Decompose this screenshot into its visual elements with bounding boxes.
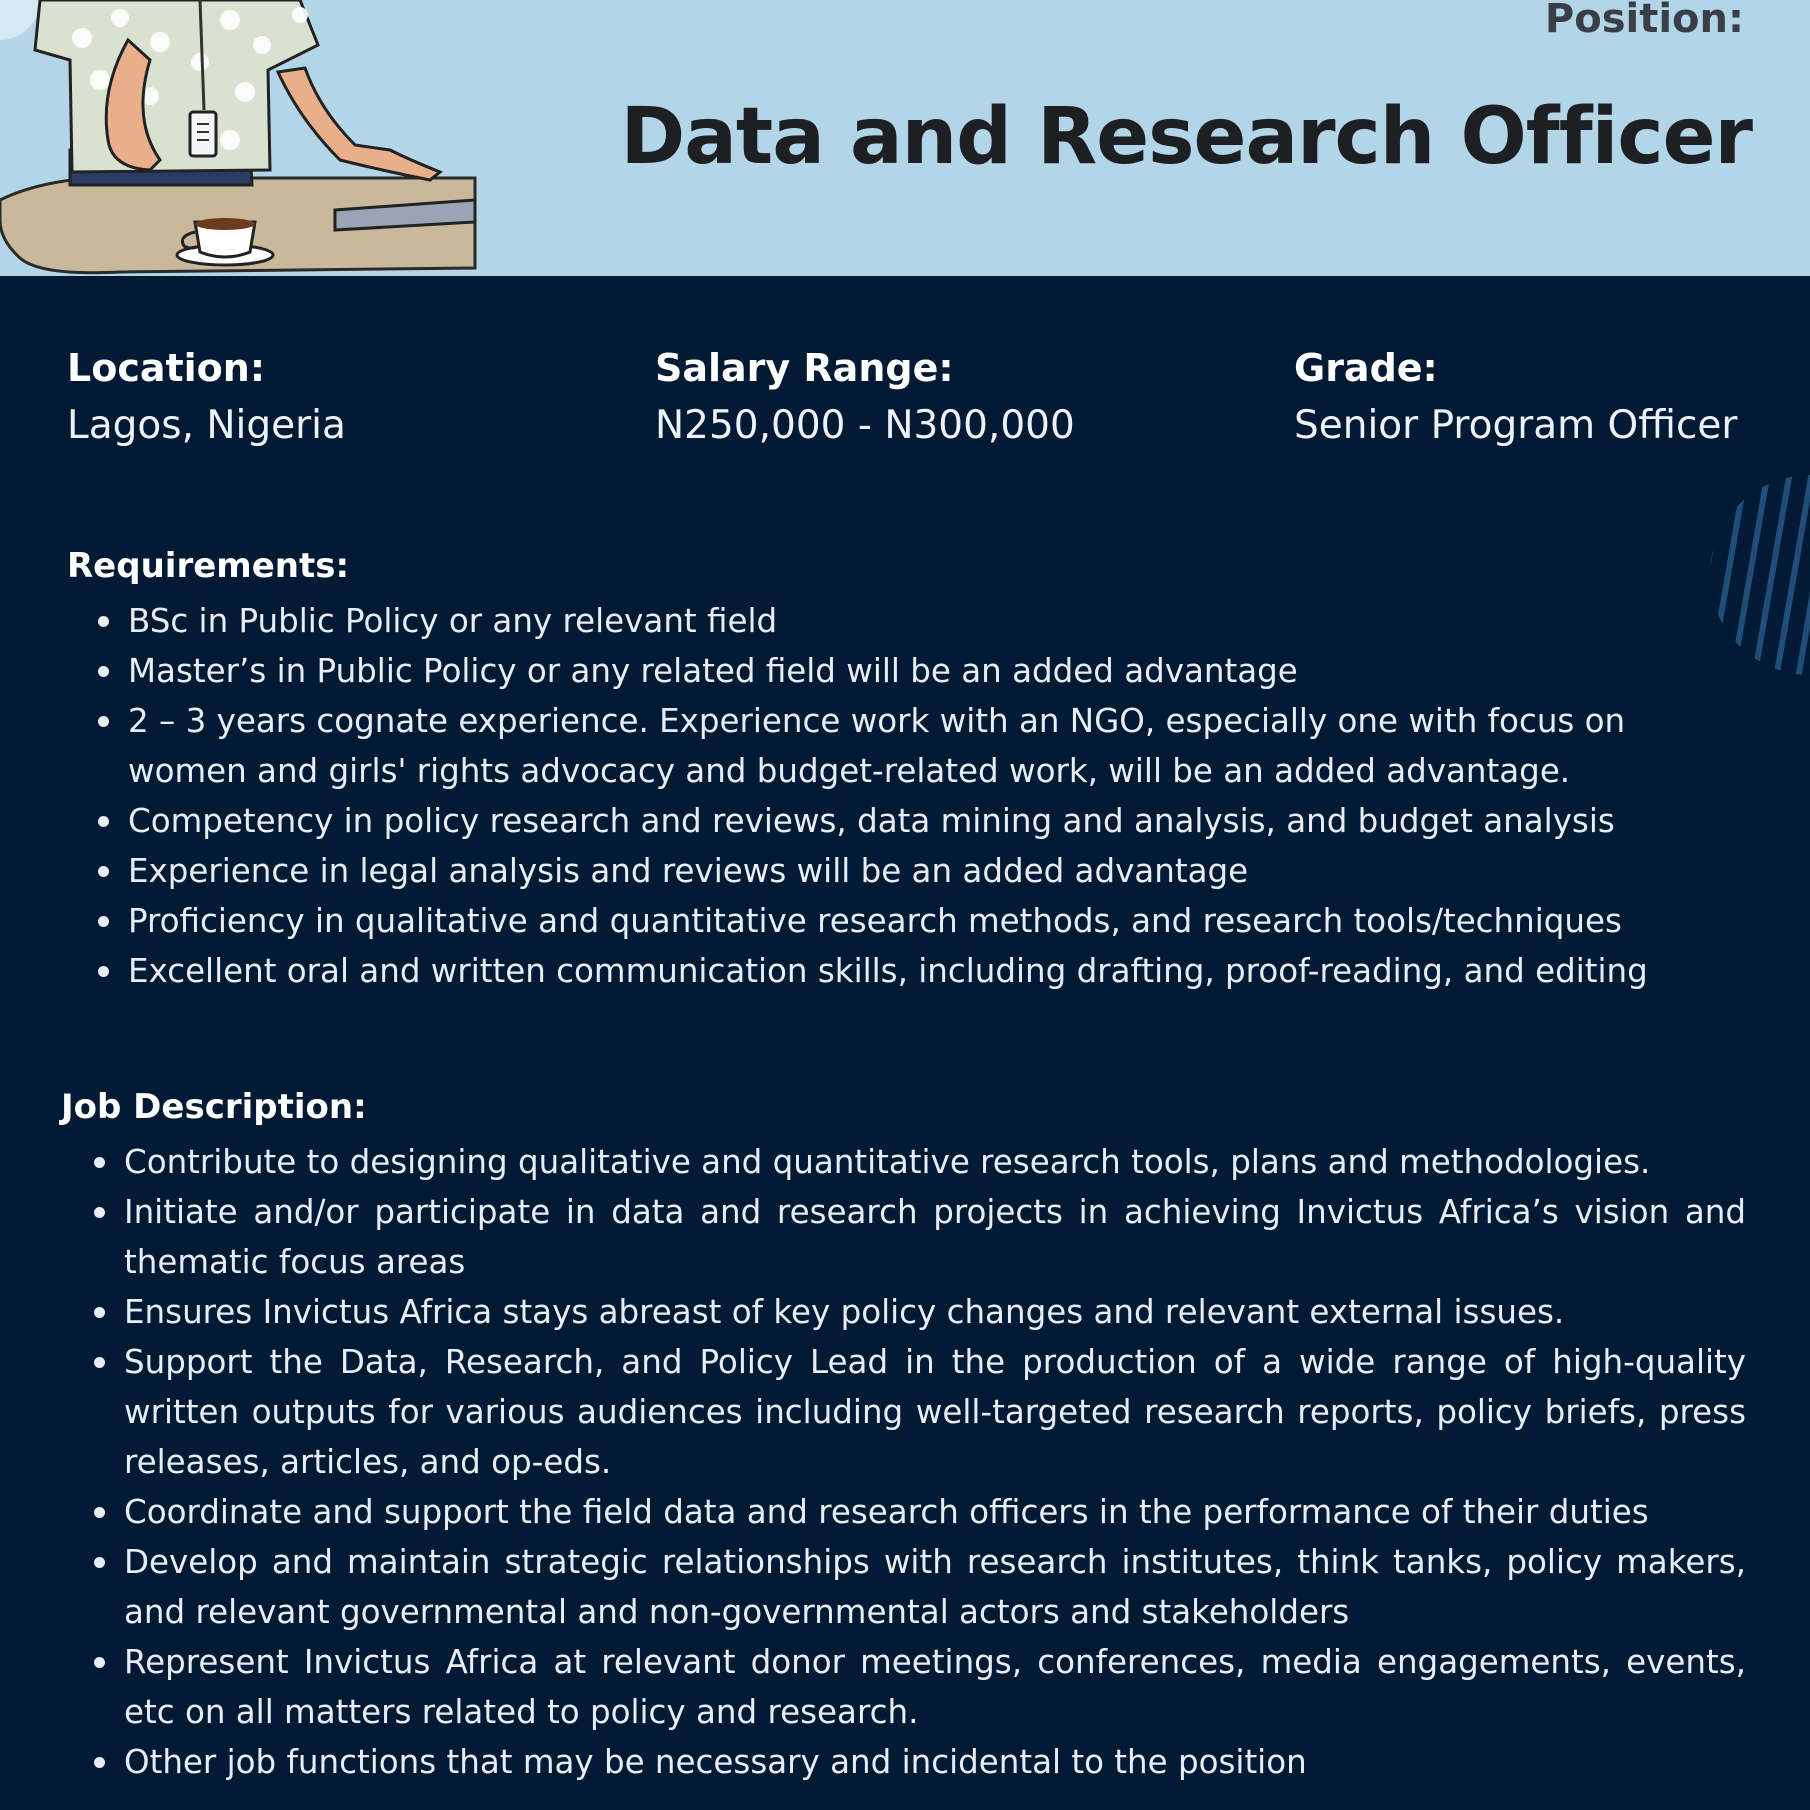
location-block bbox=[67, 340, 346, 456]
requirements-heading: Requirements: bbox=[67, 546, 350, 586]
position-label: Position: bbox=[1544, 0, 1744, 42]
list-item: Coordinate and support the field data and research officers in the performance of their duties bbox=[94, 1487, 1746, 1537]
list-item: Ensures Invictus Africa stays abreast of key policy changes and relevant external issues. bbox=[94, 1287, 1746, 1337]
list-item: Proficiency in qualitative and quantitative research methods, and research tools/techniques bbox=[98, 896, 1748, 946]
list-item: Competency in policy research and reviews, data mining and analysis, and budget analysis bbox=[98, 796, 1748, 846]
list-item: BSc in Public Policy or any relevant field bbox=[98, 596, 1748, 646]
location-label: Location: bbox=[67, 346, 266, 390]
grade-value: Senior Program Officer bbox=[1294, 403, 1738, 448]
grade-label: Grade: bbox=[1294, 346, 1438, 390]
job-title: Data and Research Officer bbox=[620, 92, 1752, 182]
list-item: Develop and maintain strategic relationships with research institutes, think tanks, policy makers, and relevant governmental and non-governmental actors and stakeholders bbox=[94, 1537, 1746, 1637]
list-item: Master’s in Public Policy or any related field will be an added advantage bbox=[98, 646, 1748, 696]
list-item: Support the Data, Research, and Policy Lead in the production of a wide range of high-quality written outputs for various audiences including well-targeted research reports, policy briefs, press releases, articles, and op-eds. bbox=[94, 1337, 1746, 1487]
grade-block bbox=[1294, 340, 1737, 456]
list-item: Represent Invictus Africa at relevant donor meetings, conferences, media engagements, events, etc on all matters related to policy and research. bbox=[94, 1637, 1746, 1737]
woman-at-desk-illustration bbox=[0, 0, 480, 276]
requirements-list bbox=[98, 596, 1748, 996]
salary-block bbox=[655, 340, 1075, 456]
job-description-heading: Job Description: bbox=[61, 1087, 367, 1127]
list-item: 2 – 3 years cognate experience. Experience work with an NGO, especially one with focus on women and girls' rights advocacy and budget-related work, will be an added advantage. bbox=[98, 696, 1748, 796]
list-item: Excellent oral and written communication skills, including drafting, proof-reading, and editing bbox=[98, 946, 1748, 996]
list-item: Initiate and/or participate in data and research projects in achieving Invictus Africa’s vision and thematic focus areas bbox=[94, 1187, 1746, 1287]
salary-label: Salary Range: bbox=[655, 346, 954, 390]
header-banner bbox=[0, 0, 1810, 276]
job-description-list bbox=[94, 1137, 1746, 1787]
list-item: Contribute to designing qualitative and quantitative research tools, plans and methodologies. bbox=[94, 1137, 1746, 1187]
salary-value: N250,000 - N300,000 bbox=[655, 403, 1075, 448]
list-item: Experience in legal analysis and reviews will be an added advantage bbox=[98, 846, 1748, 896]
list-item: Other job functions that may be necessary and incidental to the position bbox=[94, 1737, 1746, 1787]
location-value: Lagos, Nigeria bbox=[67, 403, 346, 448]
